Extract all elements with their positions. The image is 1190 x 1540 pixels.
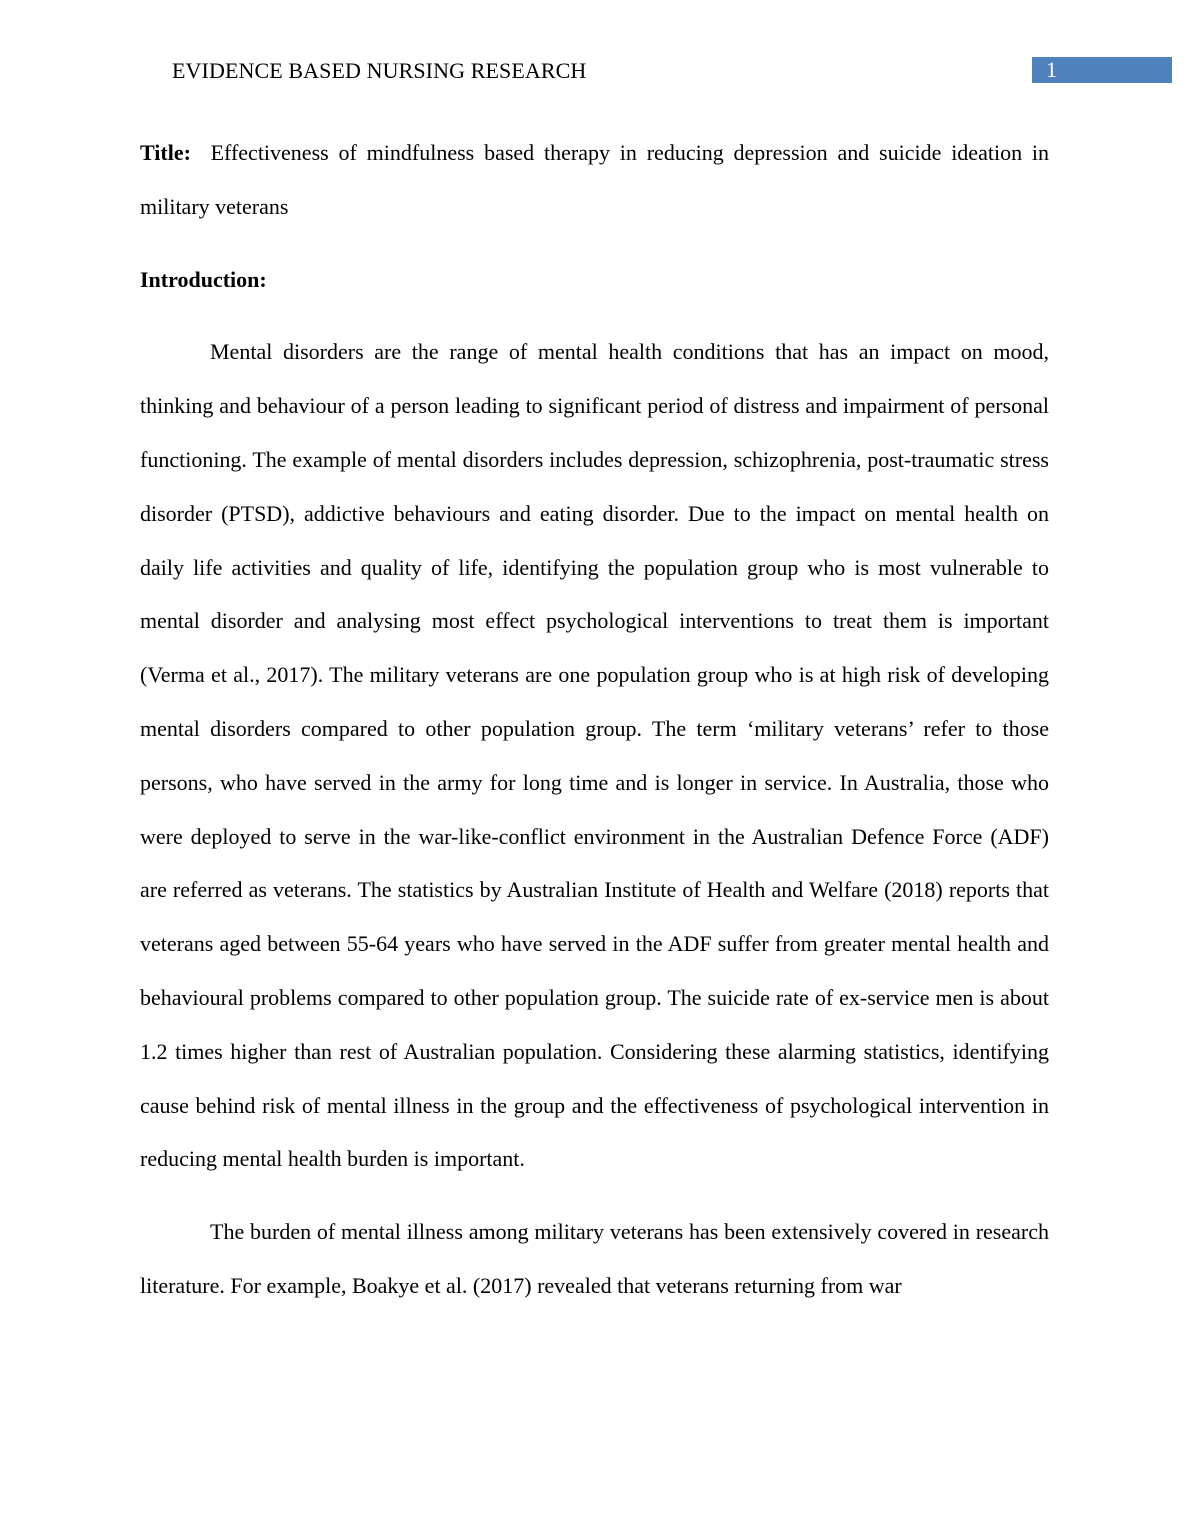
section-heading: Introduction: — [140, 266, 267, 292]
title-text: Effectiveness of mindfulness based therapy in reducing depression and suicide ideation in military veterans — [140, 140, 1050, 219]
document-title — [140, 126, 1049, 234]
running-head: EVIDENCE BASED NURSING RESEARCH — [172, 58, 587, 83]
body-paragraph: The burden of mental illness among military veterans has been extensively covered in research literature. For example, Boakye et al. (2017) revealed that veterans returning from war — [140, 1219, 1049, 1298]
body-paragraph: Mental disorders are the range of mental health conditions that has an impact on mood, thinking and behaviour of a person leading to significant period of distress and impairment of personal functioning. The example of mental disorders includes depression, schizophrenia, post-traumatic stress disorder (PTSD), addictive behaviours and eating disorder. Due to the impact on mental health on daily life activities and quality of life, identifying the population group who is most vulnerable to mental disorder and analysing most effect psychological interventions to treat them is important (Verma et al., 2017). The military veterans are one population group who is at high risk of developing mental disorders compared to other population group. The term ‘military veterans’ refer to those persons, who have served in the army for long time and is longer in service. In Australia, those who were deployed to serve in the war-like-conflict environment in the Australian Defence Force (ADF) are referred as veterans. The statistics by Australian Institute of Health and Welfare (2018) reports that veterans aged between 55-64 years who have served in the ADF suffer from greater mental health and behavioural problems compared to other population group. The suicide rate of ex-service men is about 1.2 times higher than rest of Australian population. Considering these alarming statistics, identifying cause behind risk of mental illness in the group and the effectiveness of psychological intervention in reducing mental health burden is important. — [140, 339, 1049, 1172]
title-label: Title: — [140, 140, 191, 165]
page-number-box — [1032, 57, 1172, 83]
document-body — [140, 126, 1049, 1313]
page-number: 1 — [1046, 57, 1057, 82]
